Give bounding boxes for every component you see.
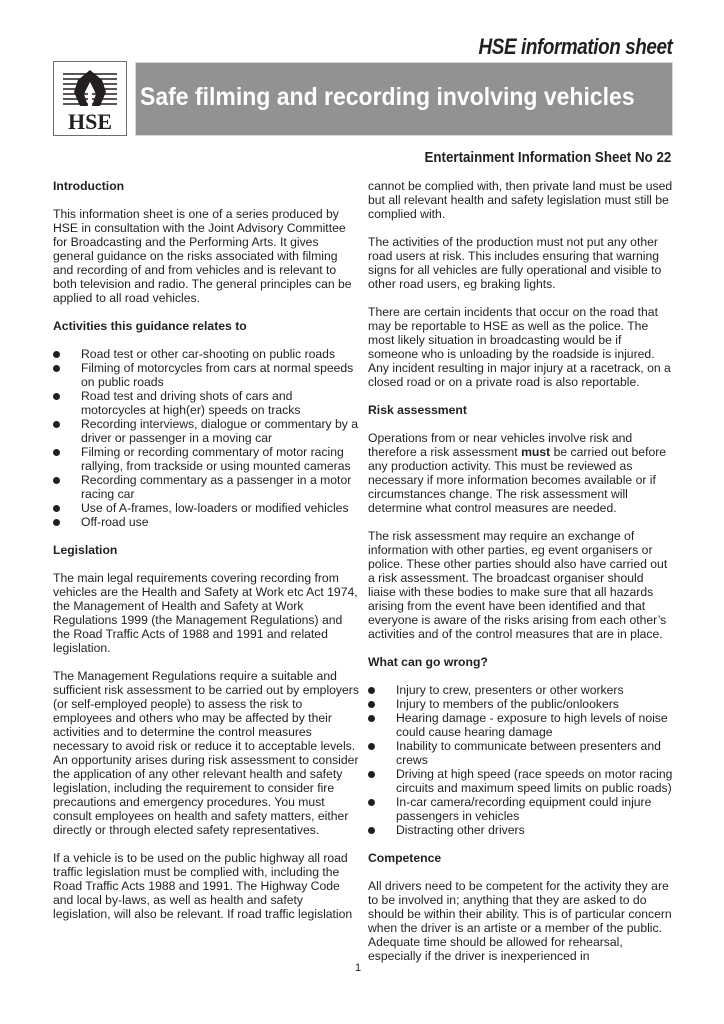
bullet-icon [368,701,375,708]
emphasis-must: must [521,445,551,459]
legislation-paragraph-3: If a vehicle is to be used on the public highway all road traffic legislation must be complied with, including the Road Traffic Acts 1988 and 1991. The Highway Code and local by-laws, as well as health and safety legislation, will also be relevant. If road traffic legislation [53,851,353,921]
series-label: Entertainment Information Sheet No 22 [424,150,671,166]
bullet-icon [53,351,60,358]
bullet-icon [53,365,60,372]
sheet-kicker: HSE information sheet [478,34,672,59]
activities-list [53,347,359,529]
list-item: Distracting other drivers [368,823,674,837]
legislation-paragraph-1: The main legal requirements covering recording from vehicles are the Health and Safety at Work etc Act 1974, the Management of Health and Safety at Work Regulations 1999 (the Management Regulations) and the Road Traffic Acts of 1988 and 1991 and related legislation. [53,571,358,655]
list-item: Injury to crew, presenters or other workers [368,683,674,697]
bullet-icon [368,715,375,722]
bullet-icon [368,687,375,694]
bullet-icon [53,393,60,400]
list-item: Recording commentary as a passenger in a motor racing car [53,473,359,501]
activities-heading: Activities this guidance relates to [53,319,247,333]
bullet-icon [368,827,375,834]
list-item: Inability to communicate between presenters and crews [368,739,674,767]
left-column [53,179,359,935]
bullet-icon [368,771,375,778]
svg-text:HSE: HSE [67,109,113,134]
list-item: Injury to members of the public/onlookers [368,697,674,711]
list-item: Hearing damage - exposure to high levels of noise could cause hearing damage [368,711,674,739]
list-item: Off-road use [53,515,359,529]
list-item: In-car camera/recording equipment could injure passengers in vehicles [368,795,674,823]
risk-heading: Risk assessment [368,403,467,417]
list-item: Filming of motorcycles from cars at normal speeds on public roads [53,361,359,389]
continued-paragraph-2: The activities of the production must not put any other road users at risk. This includes ensuring that warning signs for all vehicles are fully operational and visible to other road users, eg braking lights. [368,235,662,291]
bullet-icon [53,449,60,456]
hazards-list [368,683,674,837]
bullet-icon [53,421,60,428]
risk-paragraph-2: The risk assessment may require an exchange of information with other parties, eg event organisers or police. These other parties should also have carried out a risk assessment. The broadcast organiser should liaise with these bodies to make sure that all hazards arising from the event have been identified and that everyone is aware of the risks arising from each other’s activities and of the control measures that are in place. [368,529,668,641]
risk-paragraph-1: Operations from or near vehicles involve risk and therefore a risk assessment must be carried out before any production activity. This must be reviewed as necessary if more information becomes available or if circumstances change. The risk assessment will determine what control measures are needed. [368,431,667,515]
list-item: Recording interviews, dialogue or commentary by a driver or passenger in a moving car [53,417,359,445]
bullet-icon [53,519,60,526]
legislation-paragraph-2: The Management Regulations require a suitable and sufficient risk assessment to be carried out by employers (or self-employed people) to assess the risk to employees and others who may be affected by their activities and to determine the control measures necessary to avoid risk or reduce it to acceptable levels. An opportunity arises during risk assessment to consider the application of any other relevant health and safety legislation, including the requirement to consider fire precautions and emergency procedures. You must consult employees on health and safety matters, either directly or through elected safety representatives. [53,669,359,837]
page-title: Safe filming and recording involving vehicles [140,83,635,111]
bullet-icon [53,505,60,512]
legislation-heading: Legislation [53,543,118,557]
list-item: Road test and driving shots of cars and motorcycles at high(er) speeds on tracks [53,389,359,417]
intro-heading: Introduction [53,179,125,193]
title-banner [135,62,673,136]
continued-paragraph-3: There are certain incidents that occur on the road that may be reportable to HSE as well as the police. The most likely situation in broadcasting would be if someone who is unloading by the roadside is injured. Any incident resulting in major injury at a racetrack, on a closed road or on a private road is also reportable. [368,305,671,389]
continued-paragraph-1: cannot be complied with, then private land must be used but all relevant health and safety legislation must still be complied with. [368,179,673,221]
hse-logo [53,61,127,136]
competence-paragraph-1: All drivers need to be competent for the activity they are to be involved in; anything that they are asked to do should be within their ability. This is of particular concern when the driver is an artiste or a member of the public. Adequate time should be allowed for rehearsal, especially if the driver is inexperienced in [368,879,672,963]
wrong-heading: What can go wrong? [368,655,488,669]
bullet-icon [368,743,375,750]
right-column [368,179,674,977]
list-item: Filming or recording commentary of motor racing rallying, from trackside or using mounted cameras [53,445,359,473]
bullet-icon [53,477,60,484]
hse-logo-icon [54,62,126,135]
list-item: Road test or other car-shooting on public roads [53,347,359,361]
page-number: 1 [355,962,362,974]
competence-heading: Competence [368,851,442,865]
bullet-icon [368,799,375,806]
intro-paragraph: This information sheet is one of a series produced by HSE in consultation with the Joint Advisory Committee for Broadcasting and the Performing Arts. It gives general guidance on the risks associated with filming and recording of and from vehicles and is relevant to both television and radio. The general principles can be applied to all road vehicles. [53,207,352,305]
list-item: Use of A-frames, low-loaders or modified vehicles [53,501,359,515]
list-item: Driving at high speed (race speeds on motor racing circuits and maximum speed limits on public roads) [368,767,674,795]
